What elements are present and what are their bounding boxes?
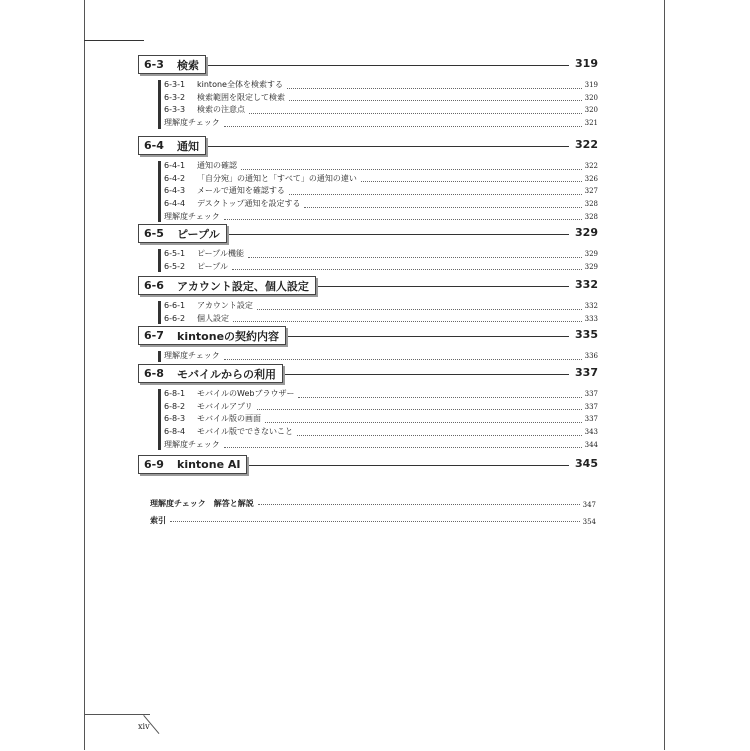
entry-number: 6-5-1 — [164, 248, 186, 258]
toc-entry[interactable] — [164, 211, 598, 224]
section-page: 322 — [575, 138, 598, 151]
leader-dots — [224, 219, 582, 220]
section-heading[interactable] — [138, 55, 598, 74]
toc-section — [138, 364, 598, 451]
entry-number: 6-3-2 — [164, 92, 186, 102]
toc-entry[interactable] — [164, 160, 598, 173]
toc-section — [138, 276, 598, 325]
entry-title: デスクトップ通知を設定する — [197, 199, 301, 209]
toc-section — [138, 326, 598, 363]
entry-page: 321 — [584, 119, 598, 128]
toc-entry[interactable] — [164, 300, 598, 313]
toc-final-entry-index[interactable] — [150, 512, 596, 526]
entry-title: ピープル — [197, 261, 228, 271]
entry-page: 326 — [584, 174, 598, 183]
final-entry-title: 理解度チェック 解答と解説 — [150, 499, 254, 508]
leader-dots — [241, 169, 582, 170]
toc-entry[interactable] — [164, 413, 598, 426]
section-title: kintoneの契約内容 — [177, 329, 280, 343]
leader-dots — [248, 257, 582, 258]
toc-entry[interactable] — [164, 198, 598, 211]
final-entry-page: 354 — [582, 518, 596, 526]
entry-page: 329 — [584, 262, 598, 271]
section-title: 通知 — [177, 139, 199, 153]
section-title-box — [138, 455, 247, 474]
section-entries — [138, 79, 598, 130]
leader-dots — [170, 521, 580, 522]
final-entry-page: 347 — [582, 501, 596, 509]
section-page: 319 — [575, 57, 598, 70]
entry-page: 328 — [584, 212, 598, 221]
section-rule — [285, 374, 569, 375]
toc-final-entry-answers[interactable] — [150, 495, 596, 509]
entry-page: 333 — [584, 314, 598, 323]
leader-dots — [224, 359, 582, 360]
section-rule — [229, 234, 569, 235]
toc-entry[interactable] — [164, 401, 598, 414]
section-number: 6-9 — [144, 458, 164, 471]
entry-number: 6-4-3 — [164, 186, 186, 196]
leader-dots — [298, 397, 581, 398]
toc-section — [138, 224, 598, 273]
section-entries — [138, 248, 598, 273]
entry-page: 329 — [584, 249, 598, 258]
toc-section — [138, 136, 598, 223]
entry-number: 6-3-1 — [164, 79, 186, 89]
toc-section — [138, 55, 598, 130]
entry-title: モバイルアプリ — [197, 401, 253, 411]
leader-dots — [224, 126, 582, 127]
top-rule — [84, 40, 144, 41]
entry-page: 322 — [584, 161, 598, 170]
entry-title: 通知の確認 — [197, 160, 237, 170]
section-page: 345 — [575, 457, 598, 470]
entry-title: メールで通知を確認する — [197, 186, 285, 196]
toc-entry[interactable] — [164, 248, 598, 261]
section-number: 6-8 — [144, 367, 164, 380]
section-rule — [208, 146, 569, 147]
section-rule — [318, 286, 569, 287]
final-entry-title: 索引 — [150, 516, 166, 525]
entry-page: 337 — [584, 389, 598, 398]
section-entries — [138, 350, 598, 363]
leader-dots — [233, 321, 582, 322]
entry-page: 344 — [584, 440, 598, 449]
entry-page: 320 — [584, 106, 598, 115]
section-heading[interactable] — [138, 136, 598, 155]
leader-dots — [361, 181, 582, 182]
leader-dots — [265, 422, 582, 423]
section-entries — [138, 388, 598, 451]
entry-page: 337 — [584, 415, 598, 424]
section-entries — [138, 160, 598, 223]
section-title: ピープル — [177, 227, 220, 241]
toc-entry[interactable] — [164, 261, 598, 274]
folio-tab — [84, 714, 150, 751]
section-page: 332 — [575, 278, 598, 291]
leader-dots — [232, 269, 582, 270]
leader-dots — [257, 309, 582, 310]
entry-number: 6-6-2 — [164, 313, 186, 323]
page-folio: xiv — [138, 722, 150, 731]
entry-number: 6-4-4 — [164, 199, 186, 209]
section-heading[interactable] — [138, 326, 598, 345]
section-number: 6-5 — [144, 227, 164, 240]
entry-title: モバイルのWebブラウザー — [197, 388, 295, 398]
entry-number: 6-8-4 — [164, 427, 186, 437]
leader-dots — [304, 207, 581, 208]
section-number: 6-3 — [144, 58, 164, 71]
toc-entry[interactable] — [164, 79, 598, 92]
section-title-box — [138, 136, 206, 155]
entry-number: 6-4-1 — [164, 160, 186, 170]
entry-title: 理解度チェック — [164, 118, 220, 128]
section-title-box — [138, 224, 227, 243]
toc-entry[interactable] — [164, 313, 598, 326]
entry-title: 理解度チェック — [164, 350, 220, 360]
entry-page: 319 — [584, 80, 598, 89]
section-title: kintone AI — [177, 458, 241, 471]
entry-title: アカウント設定 — [197, 300, 253, 310]
section-rule — [288, 336, 569, 337]
section-page: 329 — [575, 226, 598, 239]
toc-entry[interactable] — [164, 92, 598, 105]
section-title: アカウント設定、個人設定 — [177, 279, 309, 293]
entry-page: 336 — [584, 351, 598, 360]
leader-dots — [257, 409, 582, 410]
leader-dots — [297, 435, 582, 436]
entry-number: 6-8-1 — [164, 388, 186, 398]
section-title: モバイルからの利用 — [177, 367, 276, 381]
toc-entry[interactable] — [164, 185, 598, 198]
toc-entry[interactable] — [164, 439, 598, 452]
entry-title: 個人設定 — [197, 313, 229, 323]
entry-page: 328 — [584, 200, 598, 209]
section-page: 337 — [575, 366, 598, 379]
entry-number: 6-8-3 — [164, 414, 186, 424]
entry-number: 6-4-2 — [164, 173, 186, 183]
entry-number: 6-5-2 — [164, 261, 186, 271]
entry-title: モバイル版の画面 — [197, 414, 261, 424]
section-title-box — [138, 55, 206, 74]
entry-title: モバイル版でできないこと — [197, 427, 293, 437]
section-title-box — [138, 276, 316, 295]
section-heading[interactable] — [138, 224, 598, 243]
toc-entry[interactable] — [164, 388, 598, 401]
section-title-box — [138, 364, 283, 383]
leader-dots — [287, 88, 582, 89]
toc-entry[interactable] — [164, 426, 598, 439]
entry-title: 「自分宛」の通知と「すべて」の通知の違い — [197, 173, 357, 183]
leader-dots — [249, 113, 582, 114]
section-page: 335 — [575, 328, 598, 341]
leader-dots — [289, 100, 582, 101]
toc-entry[interactable] — [164, 117, 598, 130]
section-heading[interactable] — [138, 276, 598, 295]
entry-number: 6-3-3 — [164, 105, 186, 115]
leader-dots — [258, 504, 580, 505]
entry-number: 6-8-2 — [164, 401, 186, 411]
toc-entry[interactable] — [164, 350, 598, 363]
section-entries — [138, 300, 598, 325]
section-number: 6-4 — [144, 139, 164, 152]
entry-title: 検索の注意点 — [197, 105, 245, 115]
entry-page: 343 — [584, 428, 598, 437]
toc-entry[interactable] — [164, 173, 598, 186]
entry-page: 320 — [584, 93, 598, 102]
section-rule — [208, 65, 569, 66]
toc-entry[interactable] — [164, 104, 598, 117]
section-title: 検索 — [177, 58, 199, 72]
entry-title: ピープル機能 — [197, 248, 244, 258]
entry-title: 理解度チェック — [164, 211, 220, 221]
entry-title: 理解度チェック — [164, 439, 220, 449]
section-number: 6-7 — [144, 329, 164, 342]
toc-section — [138, 455, 598, 474]
section-heading[interactable] — [138, 455, 598, 474]
entry-page: 337 — [584, 402, 598, 411]
section-rule — [249, 465, 569, 466]
section-heading[interactable] — [138, 364, 598, 383]
entry-title: kintone全体を検索する — [197, 79, 283, 89]
entry-number: 6-6-1 — [164, 300, 186, 310]
section-number: 6-6 — [144, 279, 164, 292]
leader-dots — [224, 447, 582, 448]
entry-title: 検索範囲を限定して検索 — [197, 92, 285, 102]
entry-page: 332 — [584, 301, 598, 310]
entry-page: 327 — [584, 187, 598, 196]
leader-dots — [289, 194, 582, 195]
section-title-box — [138, 326, 286, 345]
